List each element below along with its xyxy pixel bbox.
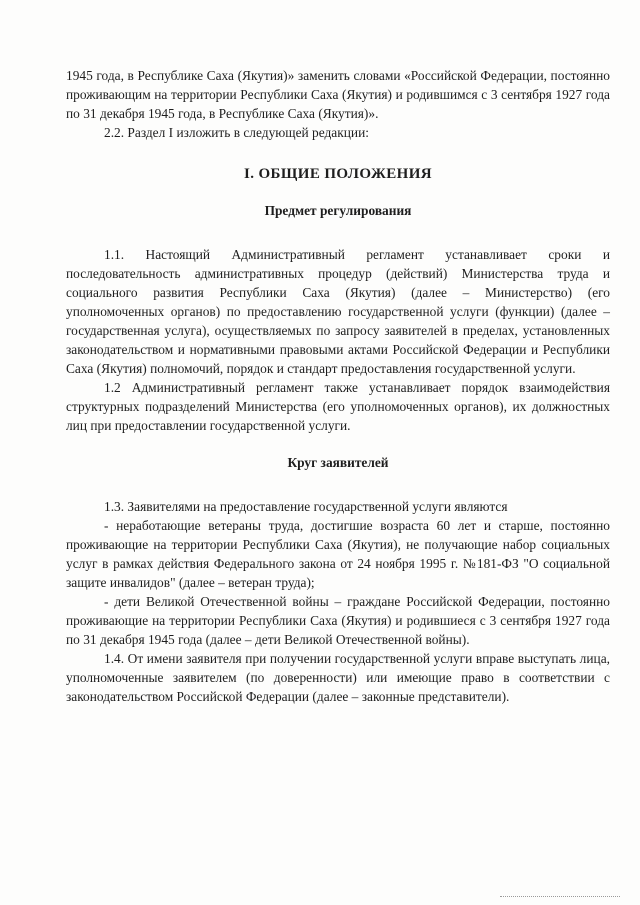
footer-dotted-line [500,896,620,898]
intro-paragraph: 1945 года, в Республике Саха (Якутия)» заменить словами «Российской Федерации, постоянно проживающим на территории Республики Саха (Якутия) и родившимся с 3 сентября 1927 года по 31 декабря 1945 года, в Республике Саха (Якутия)». [66,68,610,121]
paragraph-1-2: 1.2 Административный регламент также устанавливает порядок взаимодействия структурных подразделений Министерства (его уполномоченных органов), их должностных лиц при предоставлении государственной услуги. [66,380,610,433]
subject-heading: Предмет регулирования [264,203,412,218]
applicant-item-veterans: - неработающие ветераны труда, достигшие возраста 60 лет и старше, постоянно проживающие на территории Республики Саха (Якутия), не получающие набор социальных услуг в рамках действия Федерального закона от 24 ноября 1995 г. №181-ФЗ "О социальной защите инвалидов" (далее – ветеран труда); [66,518,610,590]
section-title: I. ОБЩИЕ ПОЛОЖЕНИЯ [243,166,433,182]
section-change-note: 2.2. Раздел I изложить в следующей редакции: [104,125,369,140]
applicant-item-war-children: - дети Великой Отечественной войны – граждане Российской Федерации, постоянно проживающие на территории Республики Саха (Якутия) и родившиеся с 3 сентября 1927 года по 31 декабря 1945 года (далее – дети Великой Отечественной войны). [66,594,610,647]
paragraph-1-3: 1.3. Заявителями на предоставление государственной услуги являются [104,499,508,514]
applicants-heading: Круг заявителей [287,455,389,470]
paragraph-1-1: 1.1. Настоящий Административный регламент устанавливает сроки и последовательность административных процедур (действий) Министерства труда и социального развития Республики Саха (Якутия) (далее – Министерство) (его уполномоченных органов) по предоставлению государственной услуги (функции) (далее – государственная услуга), осуществляемых по запросу заявителей в пределах, установленных законодательством и нормативными правовыми актами Российской Федерации и Республики Саха (Якутия) полномочий, порядок и стандарт предоставления государственной услуги. [66,247,610,376]
paragraph-1-4: 1.4. От имени заявителя при получении государственной услуги вправе выступать лица, уполномоченные заявителем (по доверенности) или имеющие право в соответствии с законодательством Российской Федерации (далее – законные представители). [66,651,610,704]
